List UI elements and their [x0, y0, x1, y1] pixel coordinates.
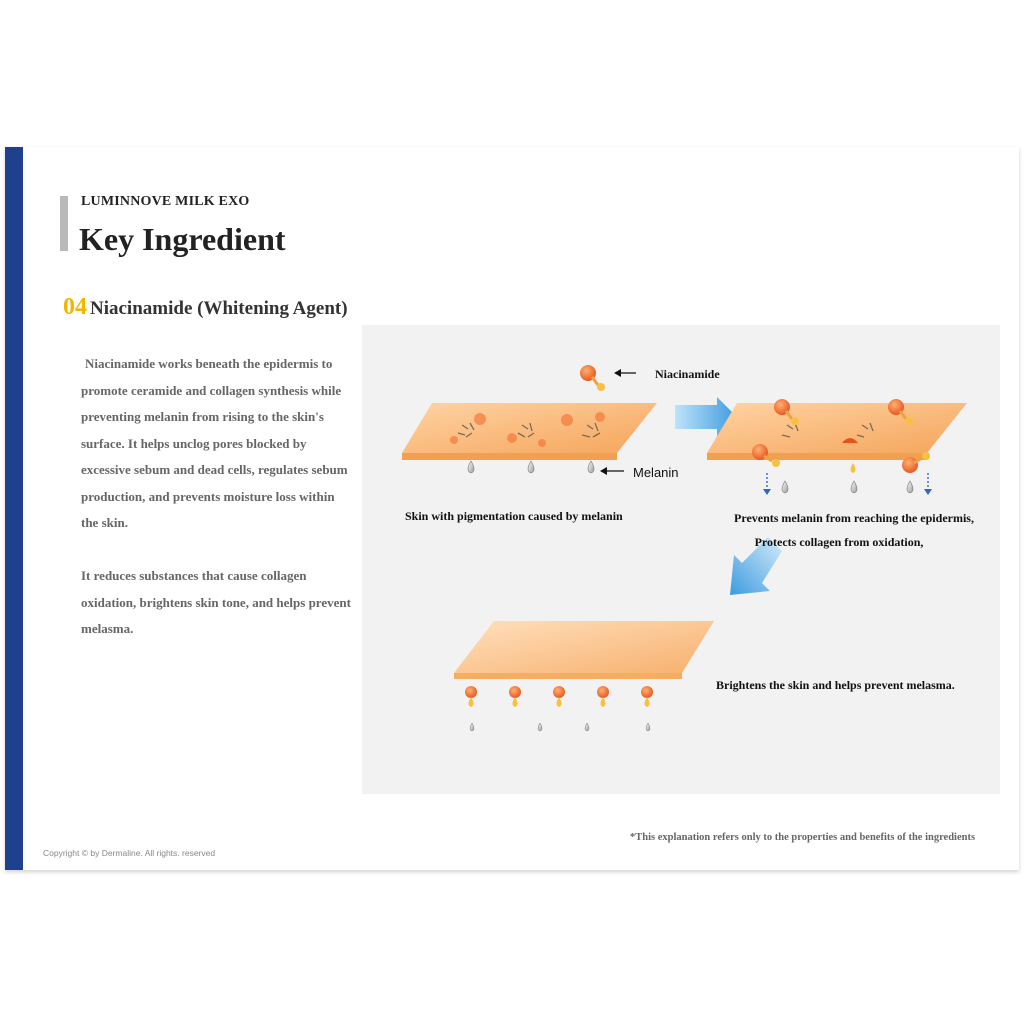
section-heading: [63, 294, 348, 321]
label-niacinamide: Niacinamide: [655, 367, 720, 381]
melanin-drops-step1: [468, 461, 594, 473]
section-title: Niacinamide (Whitening Agent): [90, 298, 348, 319]
disclaimer-footnote: *This explanation refers only to the properties and benefits of the ingredients: [630, 832, 976, 843]
description-paragraph-2: It reduces substances that cause collagen oxidation, brightens skin tone, and helps prevent melasma.: [81, 568, 351, 636]
melanin-drops-step2: [763, 473, 932, 495]
skin-layer-pigmented: [402, 403, 657, 460]
diagram-graphic: [362, 325, 1000, 794]
title-marker: [60, 196, 68, 251]
caption-step2-line2: Protects collagen from oxidation,: [754, 535, 924, 549]
section-number: 04: [63, 294, 87, 320]
slide-page: [5, 147, 1019, 870]
melanin-drops-step3: [470, 723, 650, 731]
label-melanin: Melanin: [633, 465, 679, 480]
caption-step2-line1: Prevents melanin from reaching the epidermis,: [734, 511, 974, 525]
skin-layer-treated: [707, 403, 967, 460]
skin-layer-brightened: [454, 621, 714, 679]
niacinamide-row-step3: [465, 686, 653, 707]
caption-step3: Brightens the skin and helps prevent melasma.: [716, 678, 955, 692]
mechanism-diagram: [362, 325, 1000, 794]
accent-bar: [5, 147, 23, 870]
niacinamide-molecule-legend: [580, 365, 605, 391]
brand-name: LUMINNOVE MILK EXO: [81, 194, 250, 209]
copyright-text: Copyright © by Dermaline. All rights. reserved: [43, 848, 216, 858]
description-paragraph-1: Niacinamide works beneath the epidermis to promote ceramide and collagen synthesis while preventing melanin from rising to the skin's surface. It helps unclog pores blocked by excessive sebum and dead cells, regulates sebum production, and prevents moisture loss within the skin.: [81, 356, 348, 530]
caption-step1: Skin with pigmentation caused by melanin: [405, 509, 623, 523]
page-title: Key Ingredient: [79, 221, 286, 257]
